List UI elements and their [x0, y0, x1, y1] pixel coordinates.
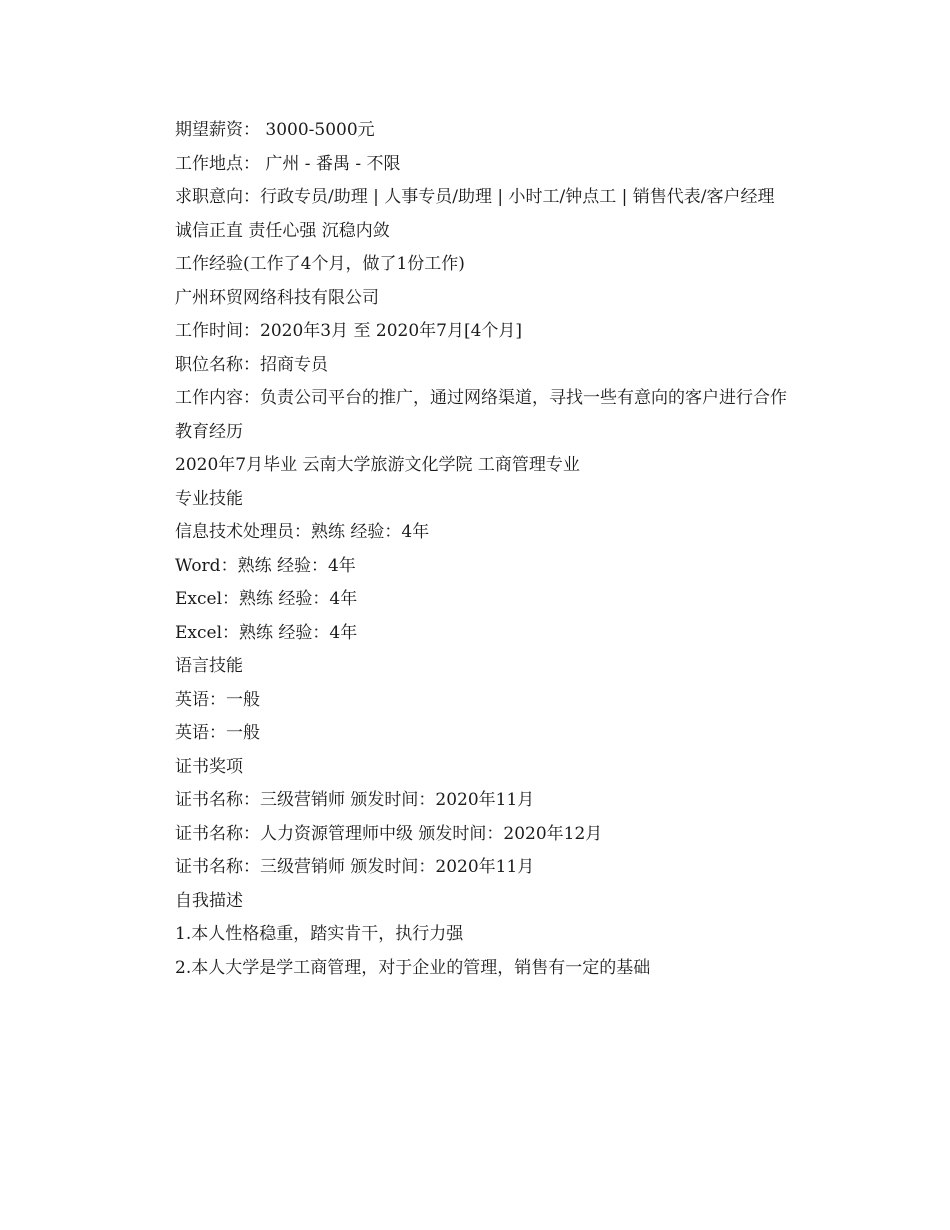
job-content-line: 工作内容：负责公司平台的推广，通过网络渠道，寻找一些有意向的客户进行合作	[175, 388, 787, 408]
language-entry: 英语：一般	[175, 723, 260, 743]
job-intention-line: 求职意向：行政专员/助理 | 人事专员/助理 | 小时工/钟点工 | 销售代表/客户经理	[175, 187, 775, 207]
company-name: 广州环贸网络科技有限公司	[175, 287, 379, 308]
skills-heading: 专业技能	[175, 488, 243, 509]
skill-entry: Word：熟练 经验：4年	[175, 555, 356, 576]
certificate-entry: 证书名称：三级营销师 颁发时间：2020年11月	[175, 790, 535, 810]
job-title-line: 职位名称：招商专员	[175, 354, 328, 375]
education-entry: 2020年7月毕业 云南大学旅游文化学院 工商管理专业	[175, 455, 580, 475]
resume-body	[139, 114, 819, 985]
skill-entry: 信息技术处理员：熟练 经验：4年	[175, 522, 430, 542]
certificates-heading: 证书奖项	[175, 756, 243, 777]
self-description-heading: 自我描述	[175, 890, 243, 911]
work-period-line: 工作时间：2020年3月 至 2020年7月[4个月]	[175, 321, 523, 341]
personal-traits-line: 诚信正直 责任心强 沉稳内敛	[175, 220, 390, 241]
skill-entry: Excel：熟练 经验：4年	[175, 622, 358, 643]
language-heading: 语言技能	[175, 656, 243, 676]
self-description-item: 1.本人性格稳重，踏实肯干，执行力强	[175, 924, 464, 944]
work-location-line: 工作地点： 广州 - 番禺 - 不限	[175, 153, 401, 174]
work-experience-heading: 工作经验(工作了4个月，做了1份工作)	[175, 254, 465, 274]
self-description-item: 2.本人大学是学工商管理，对于企业的管理，销售有一定的基础	[175, 957, 651, 978]
education-heading: 教育经历	[175, 421, 243, 442]
language-entry: 英语：一般	[175, 689, 260, 710]
certificate-entry: 证书名称：三级营销师 颁发时间：2020年11月	[175, 857, 535, 877]
certificate-entry: 证书名称：人力资源管理师中级 颁发时间：2020年12月	[175, 823, 603, 844]
skill-entry: Excel：熟练 经验：4年	[175, 589, 358, 609]
expected-salary-line: 期望薪资： 3000-5000元	[175, 120, 375, 140]
